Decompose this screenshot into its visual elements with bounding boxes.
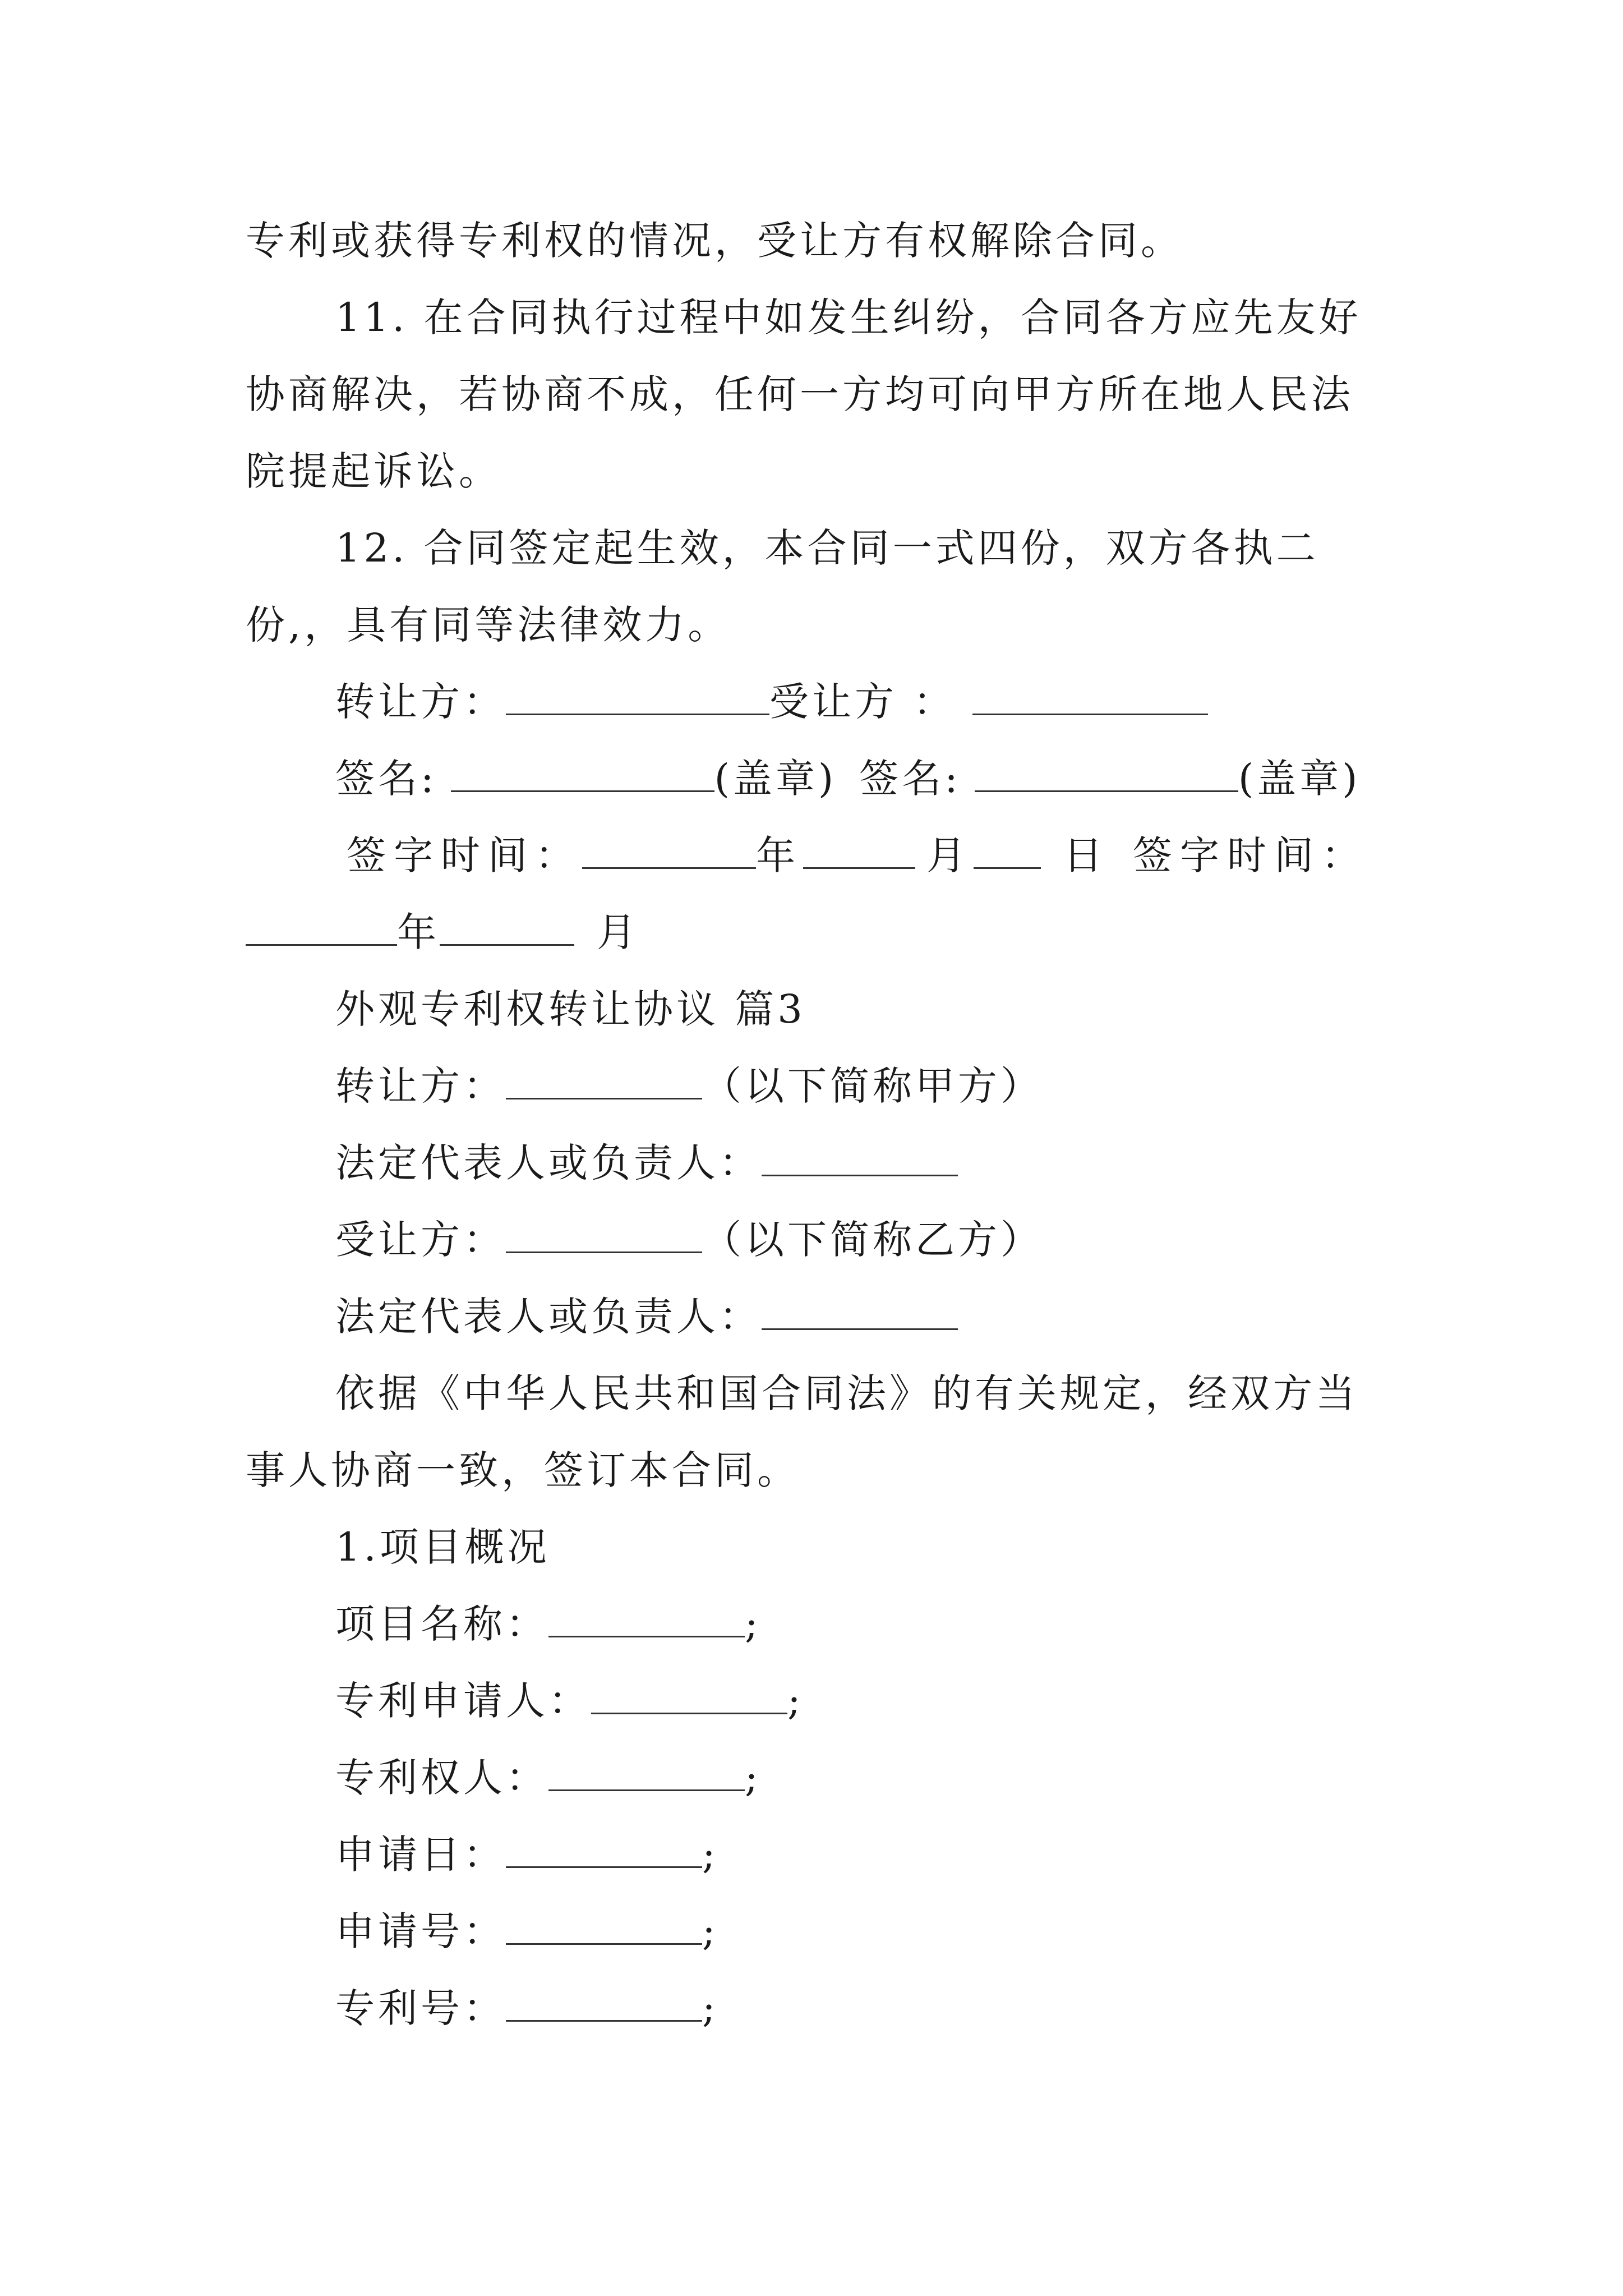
party-a-rep-blank: [762, 1142, 958, 1176]
paragraph-11-line1: [0, 279, 1623, 356]
paragraph-11-line3: [0, 432, 1623, 510]
field-application-number: [0, 1893, 1623, 1970]
sign-blank-1: [451, 758, 714, 792]
paragraph-12-line2: [0, 586, 1623, 664]
field-label: 专利权人：: [335, 1755, 548, 1801]
basis-line-1: [0, 1355, 1623, 1432]
party-b-blank: [506, 1219, 702, 1253]
year-blank-2: [246, 912, 397, 946]
transferee-blank: [972, 681, 1208, 715]
field-label: 项目名称：: [335, 1601, 548, 1647]
field-patentee: [0, 1739, 1623, 1816]
field-blank: [506, 1987, 702, 2022]
signature-sign-line: [0, 740, 1623, 817]
seal-label: (盖章): [714, 756, 837, 802]
field-end: ;: [702, 1832, 719, 1878]
field-end: ;: [745, 1755, 762, 1801]
party-a-blank: [506, 1065, 702, 1099]
section-3-title-text: 外观专利权转让协议 篇3: [335, 986, 806, 1032]
item-1-title-text: 1.项目概况: [335, 1524, 550, 1570]
field-project-name: [0, 1585, 1623, 1663]
field-end: ;: [787, 1678, 804, 1724]
field-application-date: [0, 1816, 1623, 1893]
year-blank: [582, 835, 756, 869]
year-label: 年: [756, 832, 803, 878]
paragraph-11-line2: [0, 356, 1623, 433]
party-a-note: （以下简称甲方）: [702, 1063, 1043, 1109]
month-label-2: 月: [597, 909, 639, 955]
party-b-label: 受让方：: [335, 1217, 506, 1263]
day-label: 日: [1063, 832, 1110, 878]
field-end: ;: [702, 1908, 719, 1954]
transferor-blank: [506, 681, 769, 715]
section-3-title: [0, 970, 1623, 1048]
sign-label-2: 签名:: [859, 756, 961, 802]
seal-label-2: (盖章): [1238, 756, 1361, 802]
text-p12-b: 份,，具有同等法律效力。: [246, 602, 731, 648]
field-blank: [506, 1911, 702, 1945]
signature-time-line-2: [0, 894, 1623, 971]
item-1-title: [0, 1508, 1623, 1586]
transferee-label: 受让方 ：: [769, 679, 956, 725]
party-b-rep-label: 法定代表人或负责人：: [335, 1294, 762, 1340]
text-p12-a: 12. 合同签定起生效，本合同一式四份，双方各执二: [335, 525, 1319, 571]
sign-blank-2: [975, 758, 1238, 792]
field-blank: [548, 1603, 745, 1637]
text-p11-c: 院提起诉讼。: [246, 448, 501, 494]
text-p11-b: 协商解决，若协商不成，任何一方均可向甲方所在地人民法: [246, 371, 1354, 417]
month-label: 月: [926, 832, 974, 878]
day-blank: [974, 835, 1041, 869]
field-patent-number: [0, 1970, 1623, 2047]
party-b-note: （以下简称乙方）: [702, 1217, 1043, 1263]
month-blank-2: [440, 912, 574, 946]
year-label-2: 年: [397, 909, 440, 955]
party-a-label: 转让方：: [335, 1063, 506, 1109]
party-b-rep-blank: [762, 1296, 958, 1330]
basis-line-2: [0, 1432, 1623, 1509]
party-a-rep-label: 法定代表人或负责人：: [335, 1140, 762, 1186]
field-label: 专利号：: [335, 1985, 506, 2031]
basis-text-b: 事人协商一致，签订本合同。: [246, 1447, 800, 1493]
text-p11-a: 11. 在合同执行过程中如发生纠纷，合同各方应先友好: [335, 295, 1362, 341]
party-b-rep-line: [0, 1278, 1623, 1355]
month-blank: [803, 835, 915, 869]
field-blank: [591, 1680, 787, 1714]
field-label: 申请日：: [335, 1832, 506, 1878]
party-a-line: [0, 1047, 1623, 1125]
signature-parties-line: [0, 663, 1623, 740]
paragraph-12-line1: [0, 509, 1623, 587]
text-p10-tail: 专利或获得专利权的情况，受让方有权解除合同。: [246, 218, 1183, 264]
signature-time-line: [0, 817, 1623, 894]
field-label: 专利申请人：: [335, 1678, 591, 1724]
party-b-line: [0, 1201, 1623, 1278]
field-end: ;: [702, 1985, 719, 2031]
field-label: 申请号：: [335, 1908, 506, 1954]
basis-text-a: 依据《中华人民共和国合同法》的有关规定，经双方当: [335, 1370, 1358, 1416]
transferor-label: 转让方：: [335, 679, 506, 725]
field-blank: [506, 1834, 702, 1868]
field-blank: [548, 1757, 745, 1791]
field-end: ;: [745, 1601, 762, 1647]
sign-label: 签名:: [335, 756, 437, 802]
time-label: 签字时间：: [347, 832, 582, 878]
paragraph-10-tail: [0, 202, 1623, 279]
time-label-2: 签字时间：: [1133, 832, 1368, 878]
party-a-rep-line: [0, 1124, 1623, 1202]
field-patent-applicant: [0, 1662, 1623, 1740]
